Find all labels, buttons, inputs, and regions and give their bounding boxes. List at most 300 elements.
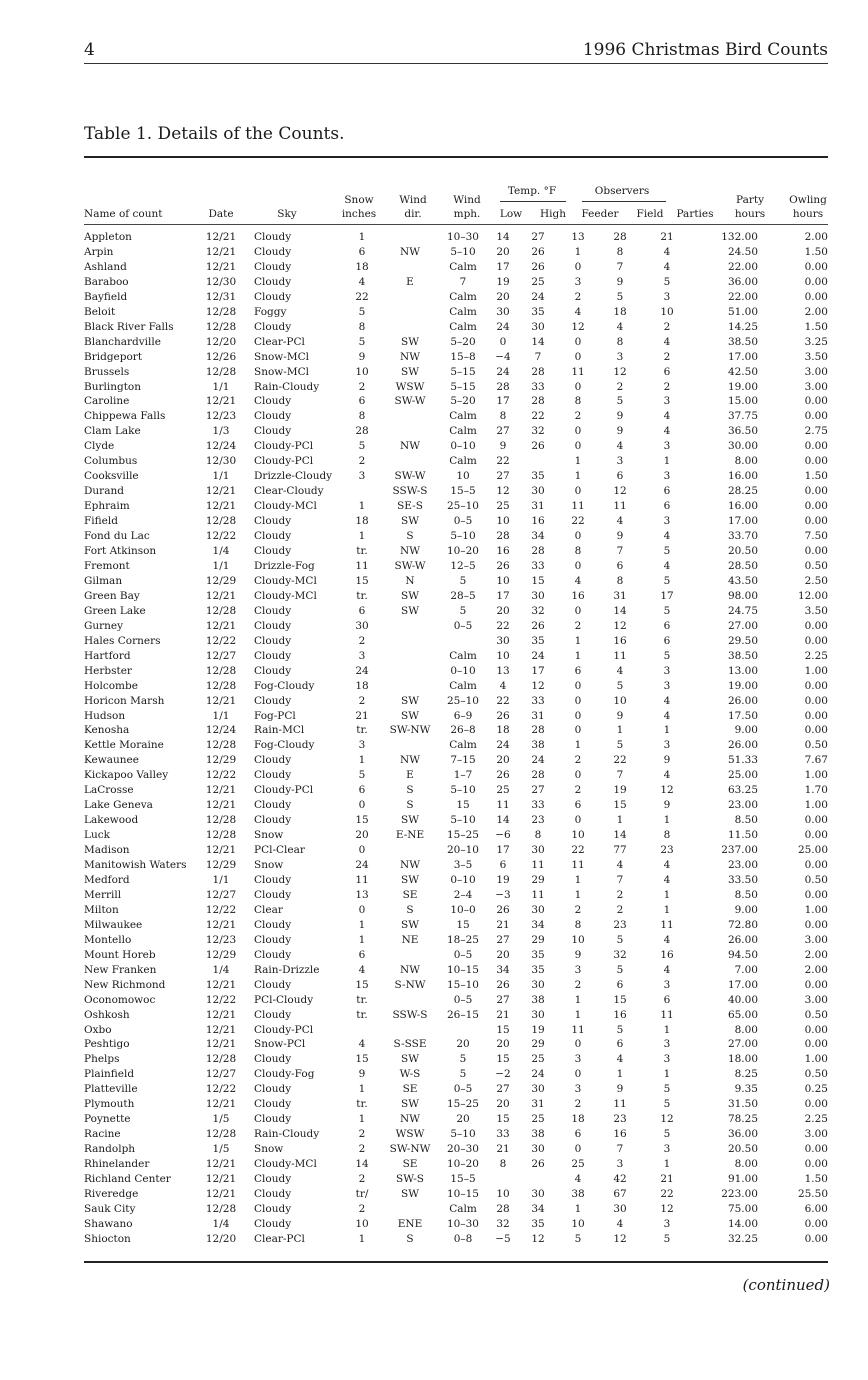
count-name: Medford (84, 873, 130, 886)
count-feeder: 2 (574, 784, 582, 797)
count-field: 12 (613, 485, 627, 498)
count-field: 67 (613, 1188, 627, 1200)
count-name: New Richmond (84, 978, 166, 991)
count-sky: Cloudy (254, 754, 292, 767)
count-wind-dir: SE (402, 1158, 418, 1171)
count-sky: Clear-PCl (254, 335, 305, 348)
count-feeder: 6 (574, 1128, 582, 1141)
count-wind-mph: 20 (456, 1113, 470, 1126)
count-date: 12/21 (205, 1173, 237, 1186)
count-name: Kewaunee (84, 754, 139, 767)
count-party-hours: 14.25 (727, 320, 758, 333)
count-sky: Snow (254, 1143, 284, 1156)
count-name: Black River Falls (84, 320, 174, 333)
count-owling-hours: 2.00 (804, 231, 828, 243)
count-wind-dir (382, 305, 438, 320)
count-temp-high: 38 (531, 993, 545, 1006)
count-parties: 5 (663, 1232, 671, 1245)
count-party-hours: 37.75 (727, 410, 758, 423)
count-wind-mph: 0–10 (450, 664, 476, 677)
count-party-hours: 16.00 (727, 470, 758, 483)
count-wind-dir: SSW-S (392, 485, 428, 498)
count-feeder: 22 (571, 515, 585, 528)
count-temp-high: 28 (531, 769, 545, 782)
count-name: Hartford (84, 649, 131, 662)
count-party-hours: 63.25 (727, 784, 758, 797)
header-owling-line1: Owling (789, 194, 827, 206)
count-owling-hours: 0.00 (804, 440, 828, 453)
count-snow: 18 (355, 679, 369, 692)
count-name: Madison (84, 844, 130, 857)
count-snow: tr. (356, 589, 368, 602)
count-name: Beloit (84, 305, 116, 318)
count-name: Manitowish Waters (84, 859, 187, 872)
count-parties: 12 (660, 784, 674, 797)
count-wind-mph: 5 (459, 604, 467, 617)
count-party-hours: 16.00 (727, 500, 758, 513)
count-snow: 14 (355, 1158, 369, 1171)
count-field: 19 (613, 784, 627, 797)
count-feeder: 5 (574, 1232, 582, 1245)
count-party-hours: 17.50 (727, 709, 758, 722)
header-parties: Parties (676, 208, 714, 220)
table-row (84, 1008, 828, 1023)
count-wind-mph: 15–5 (450, 1173, 476, 1186)
count-name: Clyde (84, 440, 115, 453)
count-date: 12/21 (205, 844, 237, 857)
count-wind-mph: 1–7 (453, 769, 473, 782)
count-sky: Foggy (254, 305, 287, 318)
count-wind-dir (382, 649, 438, 664)
count-temp-low: 9 (499, 440, 507, 453)
count-parties: 4 (663, 694, 671, 707)
count-sky: Drizzle-Fog (254, 559, 315, 572)
count-sky: Cloudy (254, 649, 292, 662)
count-field: 14 (613, 829, 627, 842)
count-temp-high: 26 (531, 619, 545, 632)
count-field: 16 (613, 1008, 627, 1021)
count-owling-hours: 0.50 (804, 739, 828, 752)
count-field: 9 (616, 530, 624, 543)
count-sky: Drizzle-Cloudy (254, 470, 333, 483)
count-feeder: 0 (574, 814, 582, 827)
count-wind-dir: S (406, 1232, 414, 1245)
count-feeder: 1 (574, 1008, 582, 1021)
count-owling-hours: 0.00 (804, 275, 828, 288)
count-field: 5 (616, 739, 624, 752)
count-date: 12/29 (205, 574, 237, 587)
count-parties: 4 (663, 873, 671, 886)
count-snow: 18 (355, 515, 369, 528)
count-feeder: 0 (574, 709, 582, 722)
count-party-hours: 24.75 (727, 604, 758, 617)
header-bottom-rule (84, 224, 828, 225)
count-parties: 1 (663, 1068, 671, 1081)
count-name: Lake Geneva (84, 799, 153, 812)
count-temp-high: 17 (531, 664, 545, 677)
count-wind-mph: 15–5 (450, 485, 476, 498)
count-wind-mph: 7–15 (450, 754, 476, 767)
count-feeder: 2 (574, 754, 582, 767)
count-temp-high (518, 454, 558, 469)
count-wind-dir (382, 738, 438, 753)
count-snow: 5 (358, 769, 366, 782)
count-field: 16 (613, 1128, 627, 1141)
count-wind-dir: NW (400, 963, 420, 976)
count-temp-high: 30 (531, 844, 545, 857)
count-date: 1/1 (212, 470, 230, 483)
table-row (84, 993, 828, 1008)
count-wind-dir: SW (401, 589, 419, 602)
count-party-hours: 18.00 (727, 1053, 758, 1066)
count-sky: PCl-Cloudy (254, 993, 314, 1006)
count-party-hours: 8.25 (734, 1068, 758, 1081)
count-party-hours: 17.00 (727, 515, 758, 528)
count-feeder: 8 (574, 395, 582, 408)
count-name: Oconomowoc (84, 993, 156, 1006)
count-owling-hours: 0.00 (804, 724, 828, 737)
count-field: 1 (616, 814, 624, 827)
count-parties: 6 (663, 619, 671, 632)
count-owling-hours: 3.50 (804, 604, 828, 617)
count-parties: 8 (663, 829, 671, 842)
count-wind-dir: S-SSE (393, 1038, 427, 1051)
count-snow: 2 (358, 455, 366, 468)
count-feeder: 0 (574, 260, 582, 273)
count-parties: 3 (663, 1217, 671, 1230)
count-wind-mph: 25–10 (447, 500, 479, 513)
count-wind-mph: Calm (449, 739, 477, 752)
count-snow: 9 (358, 1068, 366, 1081)
count-sky: Cloudy (254, 245, 292, 258)
count-date: 12/21 (205, 500, 237, 513)
count-temp-low: 11 (496, 799, 510, 812)
count-name: Richland Center (84, 1173, 171, 1186)
count-party-hours: 20.50 (727, 545, 758, 558)
count-field: 9 (616, 1083, 624, 1096)
count-parties: 16 (660, 948, 674, 961)
count-parties: 3 (663, 679, 671, 692)
count-date: 1/5 (212, 1113, 230, 1126)
count-wind-mph (438, 634, 488, 649)
count-sky: Cloudy (254, 888, 292, 901)
count-owling-hours: 3.00 (804, 933, 828, 946)
count-date: 12/27 (205, 888, 237, 901)
count-feeder: 0 (574, 694, 582, 707)
count-snow: 13 (355, 888, 369, 901)
count-feeder: 38 (571, 1188, 585, 1200)
count-feeder: 9 (574, 948, 582, 961)
count-feeder: 8 (574, 918, 582, 931)
count-temp-low: −5 (495, 1232, 511, 1245)
count-parties: 22 (660, 1188, 674, 1200)
header-party-hours-line1: Party (735, 194, 765, 206)
count-field: 31 (613, 589, 627, 602)
table-bottom-rule (84, 1261, 828, 1263)
table-row (84, 305, 828, 320)
count-temp-high: 28 (531, 724, 545, 737)
count-snow: 22 (355, 290, 369, 303)
count-wind-mph: 15–25 (447, 1098, 479, 1111)
table-row (84, 589, 828, 604)
count-temp-low: 21 (496, 1008, 510, 1021)
count-sky: Cloudy (254, 1098, 292, 1111)
count-wind-mph: 15 (456, 918, 470, 931)
count-date: 1/1 (212, 709, 230, 722)
count-date: 12/21 (205, 260, 237, 273)
count-feeder: 4 (574, 305, 582, 318)
count-temp-high: 32 (531, 604, 545, 617)
count-wind-mph: 5–10 (450, 784, 476, 797)
count-date: 12/28 (205, 305, 237, 318)
count-temp-high: 16 (531, 515, 545, 528)
table-row (84, 1217, 828, 1232)
count-owling-hours: 0.00 (804, 515, 828, 528)
table-row (84, 709, 828, 724)
count-sky: Cloudy-MCl (254, 589, 317, 602)
count-parties: 6 (663, 365, 671, 378)
table-row (84, 1172, 828, 1187)
count-owling-hours: 1.00 (804, 769, 828, 782)
count-feeder: 0 (574, 769, 582, 782)
count-owling-hours: 0.25 (804, 1083, 828, 1096)
count-parties: 21 (660, 231, 674, 243)
count-party-hours: 9.35 (734, 1083, 758, 1096)
count-party-hours: 27.00 (727, 619, 758, 632)
count-feeder: 2 (574, 903, 582, 916)
count-temp-low: 26 (496, 769, 510, 782)
count-feeder: 3 (574, 1053, 582, 1066)
count-party-hours: 33.70 (727, 530, 758, 543)
count-snow: 5 (358, 335, 366, 348)
count-parties: 3 (663, 978, 671, 991)
count-parties: 6 (663, 485, 671, 498)
count-wind-dir: SW (401, 1188, 419, 1200)
count-wind-dir (382, 993, 438, 1008)
count-party-hours: 22.00 (727, 290, 758, 303)
count-temp-low: 10 (496, 1188, 510, 1200)
count-owling-hours: 0.00 (804, 1232, 828, 1245)
count-temp-low: 32 (496, 1217, 510, 1230)
count-parties: 1 (663, 903, 671, 916)
count-wind-mph: 10–20 (447, 1158, 479, 1171)
count-field: 32 (613, 948, 627, 961)
count-name: Fremont (84, 559, 130, 572)
count-name: Blanchardville (84, 335, 161, 348)
count-date: 12/21 (205, 231, 237, 243)
count-feeder: 16 (571, 589, 585, 602)
count-field: 5 (616, 395, 624, 408)
count-feeder: 0 (574, 724, 582, 737)
count-owling-hours: 0.00 (804, 918, 828, 931)
count-owling-hours: 0.00 (804, 1098, 828, 1111)
count-temp-low: 27 (496, 1083, 510, 1096)
table-row (84, 649, 828, 664)
count-wind-dir (382, 454, 438, 469)
count-temp-low: 21 (496, 1143, 510, 1156)
count-party-hours: 91.00 (727, 1173, 758, 1186)
count-temp-high: 30 (531, 589, 545, 602)
count-snow: 6 (358, 604, 366, 617)
count-temp-low: −6 (495, 829, 511, 842)
count-party-hours: 8.50 (734, 888, 758, 901)
count-name: Fort Atkinson (84, 545, 157, 558)
count-wind-dir (382, 1023, 438, 1038)
count-parties: 21 (660, 1173, 674, 1186)
count-party-hours: 8.00 (734, 1158, 758, 1171)
table-row (84, 1232, 828, 1247)
count-name: Sauk City (84, 1202, 136, 1215)
count-date: 12/28 (205, 679, 237, 692)
count-parties: 2 (663, 350, 671, 363)
count-party-hours: 40.00 (727, 993, 758, 1006)
count-wind-mph: 0–5 (453, 619, 473, 632)
count-party-hours: 31.50 (727, 1098, 758, 1111)
count-wind-mph: Calm (449, 260, 477, 273)
count-wind-mph: Calm (449, 320, 477, 333)
count-temp-high: 33 (531, 694, 545, 707)
counts-table-body (84, 230, 828, 1247)
count-feeder: 2 (574, 978, 582, 991)
count-field: 4 (616, 1053, 624, 1066)
count-parties: 5 (663, 1083, 671, 1096)
count-sky: Cloudy-PCl (254, 784, 314, 797)
count-temp-high: 24 (531, 290, 545, 303)
count-date: 12/24 (205, 440, 237, 453)
count-snow: 0 (358, 903, 366, 916)
count-parties: 4 (663, 335, 671, 348)
count-snow: 15 (355, 1053, 369, 1066)
count-temp-low: 28 (496, 380, 510, 393)
count-parties: 2 (663, 380, 671, 393)
count-temp-high: 27 (531, 784, 545, 797)
count-owling-hours: 2.00 (804, 305, 828, 318)
count-feeder: 1 (574, 888, 582, 901)
count-date: 12/28 (205, 1202, 237, 1215)
count-wind-dir: SW-W (394, 395, 426, 408)
count-name: Milwaukee (84, 918, 143, 931)
count-temp-high: 19 (531, 1023, 545, 1036)
count-snow: 2 (358, 1202, 366, 1215)
count-sky: Cloudy (254, 814, 292, 827)
count-owling-hours: 0.00 (804, 395, 828, 408)
table-row (84, 858, 828, 873)
count-date: 1/3 (212, 425, 230, 438)
count-temp-high: 32 (531, 425, 545, 438)
count-wind-mph: 5–15 (450, 365, 476, 378)
count-temp-high: 22 (531, 410, 545, 423)
count-wind-dir: S-NW (394, 978, 426, 991)
count-snow: 1 (358, 231, 366, 243)
count-snow: 30 (355, 619, 369, 632)
count-parties: 5 (663, 604, 671, 617)
count-sky: Cloudy (254, 694, 292, 707)
count-temp-high: 30 (531, 1143, 545, 1156)
count-snow: 8 (358, 410, 366, 423)
table-row (84, 394, 828, 409)
count-snow: 10 (355, 365, 369, 378)
count-wind-dir: WSW (395, 1128, 425, 1141)
count-owling-hours: 0.00 (804, 709, 828, 722)
count-party-hours: 19.00 (727, 679, 758, 692)
count-temp-low: 21 (496, 918, 510, 931)
count-temp-high: 34 (531, 918, 545, 931)
count-wind-mph: 15–25 (447, 829, 479, 842)
count-temp-high: 33 (531, 799, 545, 812)
table-row (84, 903, 828, 918)
count-temp-low: 13 (496, 664, 510, 677)
header-rule (84, 63, 828, 64)
count-feeder: 25 (571, 1158, 585, 1171)
count-snow: tr. (356, 545, 368, 558)
table-row (84, 664, 828, 679)
count-temp-high: 31 (531, 709, 545, 722)
count-sky: Cloudy (254, 231, 292, 243)
count-temp-high: 7 (534, 350, 542, 363)
count-temp-low: 27 (496, 933, 510, 946)
count-owling-hours: 0.00 (804, 859, 828, 872)
count-temp-low: 24 (496, 739, 510, 752)
count-owling-hours: 3.00 (804, 380, 828, 393)
count-temp-high: 24 (531, 754, 545, 767)
count-wind-dir: NW (400, 754, 420, 767)
count-temp-low: 20 (496, 1098, 510, 1111)
count-temp-high: 29 (531, 873, 545, 886)
table-row (84, 1187, 828, 1202)
count-parties: 5 (663, 545, 671, 558)
count-wind-dir (382, 409, 438, 424)
count-name: Fond du Lac (84, 530, 150, 543)
header-wind-dir (392, 193, 434, 221)
count-parties: 4 (663, 425, 671, 438)
count-date: 12/21 (205, 619, 237, 632)
table-row (84, 574, 828, 589)
count-name: Peshtigo (84, 1038, 130, 1051)
table-row (84, 380, 828, 395)
table-row (84, 529, 828, 544)
count-name: LaCrosse (84, 784, 134, 797)
count-party-hours: 51.33 (727, 754, 758, 767)
count-party-hours: 30.00 (727, 440, 758, 453)
count-owling-hours: 0.00 (804, 455, 828, 468)
count-field: 12 (613, 1232, 627, 1245)
count-parties: 5 (663, 1098, 671, 1111)
count-snow: 1 (358, 1083, 366, 1096)
count-wind-mph: 0–5 (453, 1083, 473, 1096)
count-wind-mph: 26–8 (450, 724, 476, 737)
count-sky: Clear (254, 903, 283, 916)
count-owling-hours: 0.00 (804, 829, 828, 842)
count-party-hours: 11.50 (727, 829, 758, 842)
count-owling-hours: 0.00 (804, 619, 828, 632)
count-snow: 6 (358, 245, 366, 258)
count-sky: Cloudy (254, 410, 292, 423)
count-owling-hours: 0.50 (804, 873, 828, 886)
count-temp-high: 30 (531, 485, 545, 498)
count-name: Poynette (84, 1113, 131, 1126)
count-parties: 2 (663, 320, 671, 333)
count-parties: 5 (663, 275, 671, 288)
count-temp-low: 26 (496, 709, 510, 722)
count-parties: 3 (663, 440, 671, 453)
count-snow: 15 (355, 978, 369, 991)
count-date: 12/28 (205, 365, 237, 378)
count-date: 12/29 (205, 754, 237, 767)
count-name: Milton (84, 903, 119, 916)
table-row (84, 634, 828, 649)
count-feeder: 11 (571, 1023, 585, 1036)
header-snow-line1: Snow (344, 194, 374, 206)
